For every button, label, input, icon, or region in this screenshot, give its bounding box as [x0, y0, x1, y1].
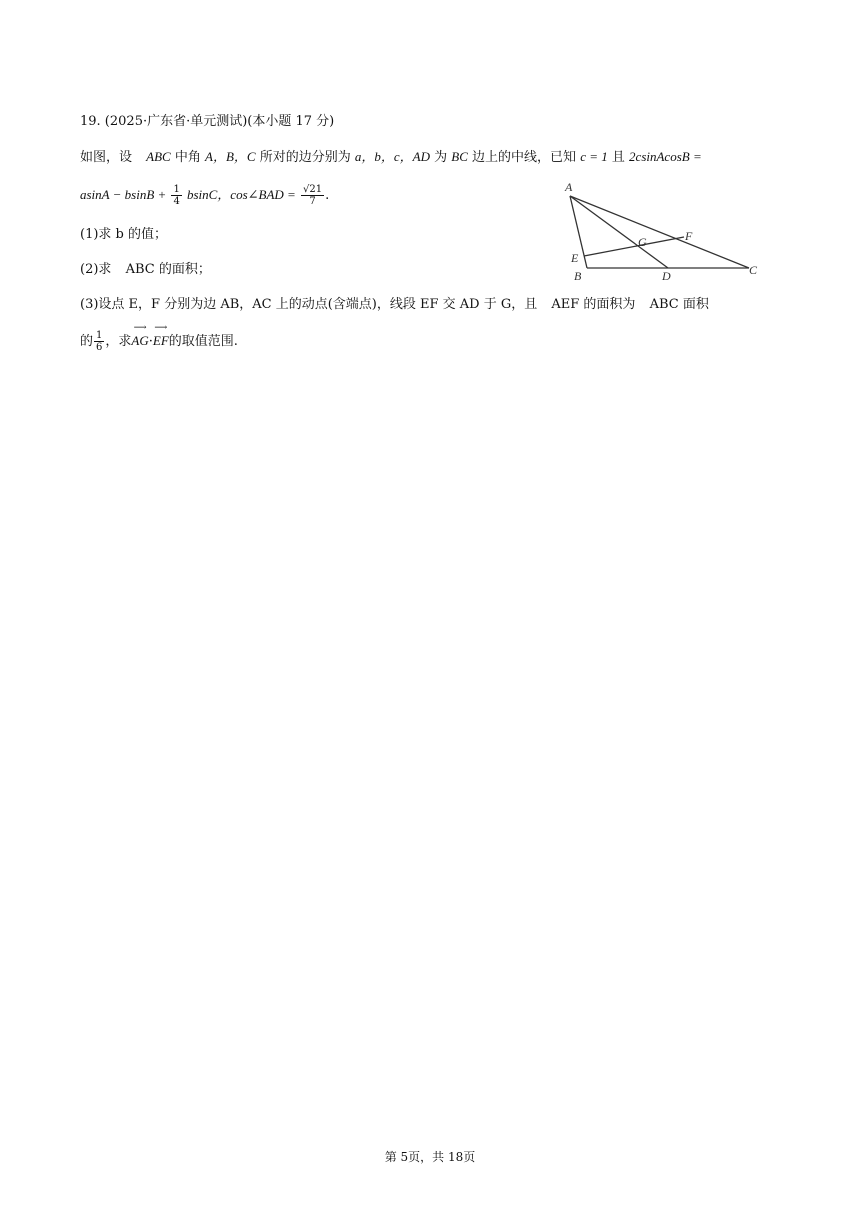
q3-text-1: (3)设点 E，F 分别为边 AB，AC 上的动点(含端点)，线段 EF 交 AD 于 G，且 — [80, 297, 538, 312]
intro-text-7: 为 — [434, 150, 448, 165]
q2-text-1: (2)求 — [80, 262, 112, 277]
intro-text-3: 中角 — [174, 150, 201, 165]
eq-period: . — [325, 188, 330, 203]
label-d: D — [662, 269, 671, 283]
problem-equation-line — [80, 184, 329, 207]
vector-ef: ⟶ EF — [152, 322, 169, 348]
vector-ag-label: AG — [131, 333, 149, 348]
fraction-cos-value — [301, 184, 324, 207]
label-b: B — [574, 269, 582, 283]
label-f: F — [685, 229, 693, 243]
triangle-figure — [562, 176, 772, 286]
page-footer: 第 5页，共 18页 — [384, 1150, 476, 1164]
question-3 — [80, 296, 709, 314]
intro-angles: A，B，C — [205, 149, 256, 164]
cos-num: √21 — [302, 184, 323, 195]
intro-text-5: 所对的边分别为 — [259, 150, 351, 165]
problem-intro-line — [80, 148, 702, 167]
question-3-continued — [80, 322, 238, 353]
fraction-one-sixth — [94, 330, 104, 353]
vector-ef-label: EF — [152, 333, 169, 348]
eq-part-2: bsinC，cos∠BAD = — [186, 187, 296, 202]
q3b-text-3: 的取值范围. — [168, 334, 238, 349]
intro-sides: a，b，c，AD — [354, 149, 430, 164]
frac-num: 1 — [173, 184, 180, 195]
problem-header: 19. (2025·广东省·单元测试)(本小题 17 分) — [80, 114, 335, 129]
side-ac — [570, 196, 749, 268]
intro-text-11: 且 — [611, 150, 625, 165]
intro-eq-start: 2csinAcosB = — [629, 149, 702, 164]
fraction-one-quarter — [171, 184, 181, 207]
q2-text-2: ABC 的面积； — [125, 262, 211, 277]
q3-text-2: AEF 的面积为 — [551, 297, 636, 312]
vector-ag: ⟶ AG — [131, 322, 149, 348]
frac-den: 4 — [173, 196, 180, 207]
question-2 — [80, 261, 211, 279]
intro-bc: BC — [451, 149, 468, 164]
label-c: C — [749, 263, 758, 277]
intro-abc: ABC — [146, 149, 171, 164]
q3b-text-1: 的 — [80, 334, 94, 349]
label-g: G — [638, 235, 647, 249]
intro-c-eq: c = 1 — [580, 149, 608, 164]
dot-product: · — [148, 334, 153, 349]
frac-den: 6 — [96, 342, 103, 353]
intro-text-9: 边上的中线，已知 — [472, 150, 577, 165]
cos-den: 7 — [309, 196, 316, 207]
label-e: E — [571, 251, 579, 265]
label-a: A — [565, 180, 573, 194]
q3b-text-2: ，求 — [105, 334, 132, 349]
segment-ef — [584, 237, 684, 256]
question-1: (1)求 b 的值； — [80, 227, 168, 242]
intro-text-1: 如图，设 — [80, 150, 133, 165]
q3-text-3: ABC 面积 — [649, 297, 709, 312]
frac-num: 1 — [96, 330, 103, 341]
eq-part-1: asinA − bsinB + — [80, 187, 167, 202]
